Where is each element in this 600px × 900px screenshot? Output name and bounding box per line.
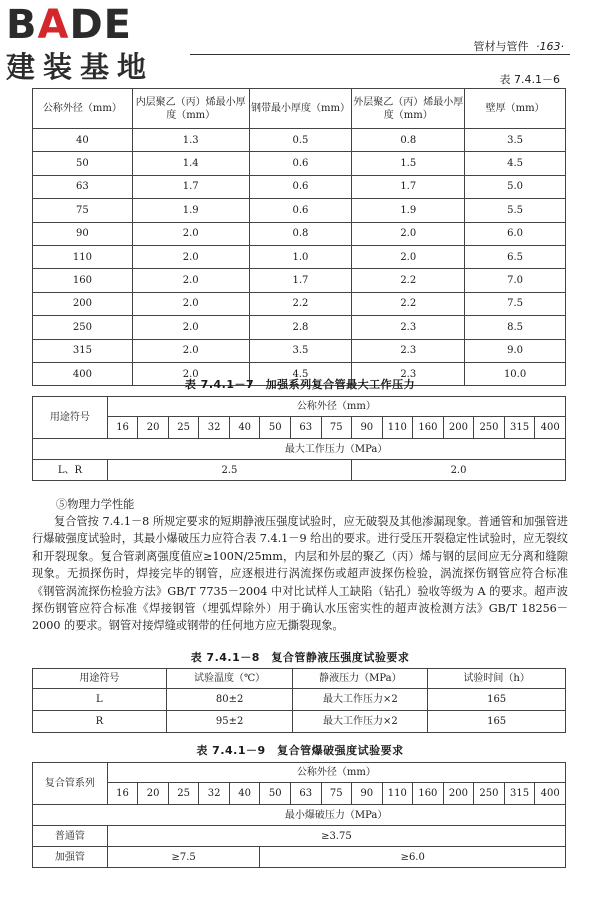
- table-subheader: 最小爆破压力（MPa）: [107, 805, 565, 826]
- table-cell: 63: [33, 175, 133, 198]
- diameter-cell: 75: [321, 417, 352, 439]
- table-header-cell: 内层聚乙（丙）烯最小厚度（mm）: [132, 89, 249, 129]
- table-row: [33, 152, 566, 175]
- table-cell: 2.0: [352, 245, 465, 268]
- table-cell: [33, 805, 108, 826]
- table-group-header: 公称外径（mm）: [107, 763, 565, 783]
- table-cell: 9.0: [465, 339, 566, 362]
- table-cell: 1.7: [352, 175, 465, 198]
- table-header-cell: 静液压力（MPa）: [293, 669, 428, 689]
- diameter-cell: 315: [504, 417, 535, 439]
- table-row: [33, 847, 566, 868]
- table-cell: 2.0: [352, 222, 465, 245]
- table-cell: 2.2: [352, 292, 465, 315]
- table-cell: 最大工作压力×2: [293, 711, 428, 733]
- table-cell: 7.0: [465, 269, 566, 292]
- table-cell: 5.0: [465, 175, 566, 198]
- table-cell: 1.7: [132, 175, 249, 198]
- table-header-cell: 壁厚（mm）: [465, 89, 566, 129]
- table2-caption: 表 7.4.1－7 加强系列复合管最大工作压力: [184, 378, 416, 391]
- table-cell: 110: [33, 245, 133, 268]
- table-cell: 95±2: [166, 711, 293, 733]
- table-cell: 2.8: [249, 316, 352, 339]
- table-cell: 7.5: [465, 292, 566, 315]
- table-cell: 50: [33, 152, 133, 175]
- diameter-cell: 400: [535, 417, 566, 439]
- table-cell: 10.0: [465, 362, 566, 385]
- table-cell: 2.3: [352, 362, 465, 385]
- table-row: [33, 199, 566, 222]
- diameter-cell: 40: [229, 783, 260, 805]
- table-cell: 1.7: [249, 269, 352, 292]
- table-cell: 2.3: [352, 339, 465, 362]
- table4-caption: 表 7.4.1－9 复合管爆破强度试验要求: [196, 744, 404, 757]
- diameter-cell: 110: [382, 783, 413, 805]
- table-row: [33, 175, 566, 198]
- table-cell: 4.5: [249, 362, 352, 385]
- table-row: [33, 689, 566, 711]
- diameter-cell: 75: [321, 783, 352, 805]
- table-cell: 90: [33, 222, 133, 245]
- table-cell: 0.8: [249, 222, 352, 245]
- logo-subtitle: 建装基地: [6, 50, 155, 84]
- table-cell: 40: [33, 129, 133, 152]
- table-row: [33, 339, 566, 362]
- diameter-cell: 315: [504, 783, 535, 805]
- body-paragraph: 复合管按 7.4.1－8 所规定要求的短期静液压强度试验时，应无破裂及其他渗漏现象。普通管和加强管进行爆破强度试验时，其最小爆破压力应符合表 7.4.1－9 给出的要求。进行受压开裂稳定性试验时，应无裂纹和开裂现象。复合管剥离强度值应≥100N/25mm，内层和外层的聚乙（丙）烯与钢的层间应无分离和缝隙现象。无损探伤时，焊接完毕的钢管，应逐根进行涡流探伤或超声波探伤检验，涡流探伤钢管应符合标准《钢管涡流探伤检验方法》GB/T 7735－2004 中对比试样人工缺陷（钻孔）验收等级为 A 的要求。超声波探伤钢管应符合标准《焊接钢管（埋弧焊除外）用于确认水压密实性的超声波检测方法》GB/T 18256－2000 的要求。钢管对接焊缝或钢带的任何地方应无撕裂现象。: [32, 515, 568, 633]
- table-cell: 最大工作压力×2: [293, 689, 428, 711]
- diameter-cell: 20: [138, 783, 169, 805]
- table3-caption: 表 7.4.1－8 复合管静液压强度试验要求: [190, 651, 410, 664]
- table-row-label: 普通管: [33, 826, 108, 847]
- table-row: [33, 269, 566, 292]
- table-subheader-row: [33, 439, 566, 460]
- table-cell: 315: [33, 339, 133, 362]
- diameter-cell: 250: [474, 783, 505, 805]
- table-header-row: [33, 763, 566, 783]
- table-cell: ≥7.5: [107, 847, 260, 868]
- diameter-cell: 250: [474, 417, 505, 439]
- table-header-cell: 公称外径（mm）: [33, 89, 133, 129]
- running-header: [474, 38, 565, 54]
- diameter-cell: 50: [260, 783, 291, 805]
- table-cell: 3.5: [465, 129, 566, 152]
- diameter-cell: 25: [168, 783, 199, 805]
- table-row: [33, 245, 566, 268]
- diameter-cell: 200: [443, 783, 474, 805]
- table-header-cell: 试验温度（℃）: [166, 669, 293, 689]
- table-header-row: [33, 397, 566, 417]
- table-row-label: L、R: [33, 460, 108, 481]
- diameter-cell: 90: [352, 783, 383, 805]
- header-rule: [190, 54, 570, 55]
- table-cell: 0.6: [249, 175, 352, 198]
- table-cell: 2.0: [352, 460, 566, 481]
- diameter-cell: 32: [199, 783, 230, 805]
- table-cell: 1.9: [352, 199, 465, 222]
- table-cell: 75: [33, 199, 133, 222]
- table-cell: 1.0: [249, 245, 352, 268]
- brand-logo: [6, 4, 181, 84]
- table-row: [33, 292, 566, 315]
- table-cell: 2.0: [132, 316, 249, 339]
- table-header-cell: 用途符号: [33, 397, 108, 439]
- table-max-working-pressure: [32, 396, 566, 481]
- table-cell: 160: [33, 269, 133, 292]
- table-cell: 2.2: [352, 269, 465, 292]
- table-cell: L: [33, 689, 167, 711]
- table-cell: ≥6.0: [260, 847, 566, 868]
- table-header-cell: 钢带最小厚度（mm）: [249, 89, 352, 129]
- diameter-cell: 160: [413, 417, 444, 439]
- table-cell: 2.0: [132, 245, 249, 268]
- table-cell: 2.5: [107, 460, 351, 481]
- table-cell: 2.0: [132, 339, 249, 362]
- table-subheader: 最大工作压力（MPa）: [107, 439, 565, 460]
- table-diameter-row: [33, 417, 566, 439]
- table-cell: 2.0: [132, 362, 249, 385]
- diameter-cell: 16: [107, 783, 138, 805]
- table-cell: 400: [33, 362, 133, 385]
- table-cell: 0.6: [249, 152, 352, 175]
- page-number: ·163·: [536, 40, 564, 53]
- table-cell: ≥3.75: [107, 826, 565, 847]
- table-cell: 165: [428, 711, 566, 733]
- table-cell: 8.5: [465, 316, 566, 339]
- diameter-cell: 40: [229, 417, 260, 439]
- table-cell: 2.0: [132, 269, 249, 292]
- table-header-cell: 外层聚乙（丙）烯最小厚度（mm）: [352, 89, 465, 129]
- diameter-cell: 160: [413, 783, 444, 805]
- table-group-header: 公称外径（mm）: [107, 397, 565, 417]
- table-cell: 4.5: [465, 152, 566, 175]
- table-cell: 2.0: [132, 222, 249, 245]
- table-cell: 6.5: [465, 245, 566, 268]
- section-heading: ⑤物理力学性能: [56, 498, 135, 511]
- table-cell: R: [33, 711, 167, 733]
- table-cell: 3.5: [249, 339, 352, 362]
- diameter-cell: 16: [107, 417, 138, 439]
- diameter-cell: 90: [352, 417, 383, 439]
- table-row-label: 加强管: [33, 847, 108, 868]
- table-cell: 1.5: [352, 152, 465, 175]
- table-cell: 250: [33, 316, 133, 339]
- diameter-cell: 50: [260, 417, 291, 439]
- table-cell: 165: [428, 689, 566, 711]
- diameter-cell: 63: [290, 417, 321, 439]
- diameter-cell: 32: [199, 417, 230, 439]
- table-cell: [33, 439, 108, 460]
- table-cell: 1.4: [132, 152, 249, 175]
- table-row: [33, 222, 566, 245]
- diameter-cell: 63: [290, 783, 321, 805]
- section-title: 管材与管件: [473, 40, 529, 53]
- table-diameter-row: [33, 783, 566, 805]
- logo-wordmark: BADE: [6, 2, 132, 48]
- table-header-cell: 用途符号: [33, 669, 167, 689]
- diameter-cell: 110: [382, 417, 413, 439]
- table-cell: 0.8: [352, 129, 465, 152]
- table-layer-thickness: [32, 88, 566, 386]
- table-row: [33, 129, 566, 152]
- table-cell: 2.0: [132, 292, 249, 315]
- table-hydrostatic-test: [32, 668, 566, 733]
- diameter-cell: 200: [443, 417, 474, 439]
- table-cell: 2.3: [352, 316, 465, 339]
- table-cell: 0.5: [249, 129, 352, 152]
- table-cell: 2.2: [249, 292, 352, 315]
- table-header-cell: 试验时间（h）: [428, 669, 566, 689]
- diameter-cell: 20: [138, 417, 169, 439]
- table-cell: 1.3: [132, 129, 249, 152]
- table-row: [33, 316, 566, 339]
- diameter-cell: 400: [535, 783, 566, 805]
- table-header-row: [33, 669, 566, 689]
- table-cell: 0.6: [249, 199, 352, 222]
- table-header-row: [33, 89, 566, 129]
- table-burst-strength: [32, 762, 566, 868]
- diameter-cell: 25: [168, 417, 199, 439]
- table-row: [33, 826, 566, 847]
- table1-label: 表 7.4.1－6: [499, 73, 560, 86]
- table-cell: 5.5: [465, 199, 566, 222]
- table-subheader-row: [33, 805, 566, 826]
- table-cell: 80±2: [166, 689, 293, 711]
- table-header-cell: 复合管系列: [33, 763, 108, 805]
- table-row: [33, 711, 566, 733]
- table-body: [33, 129, 566, 386]
- table-cell: 200: [33, 292, 133, 315]
- table-cell: 1.9: [132, 199, 249, 222]
- table-row: [33, 460, 566, 481]
- table-cell: 6.0: [465, 222, 566, 245]
